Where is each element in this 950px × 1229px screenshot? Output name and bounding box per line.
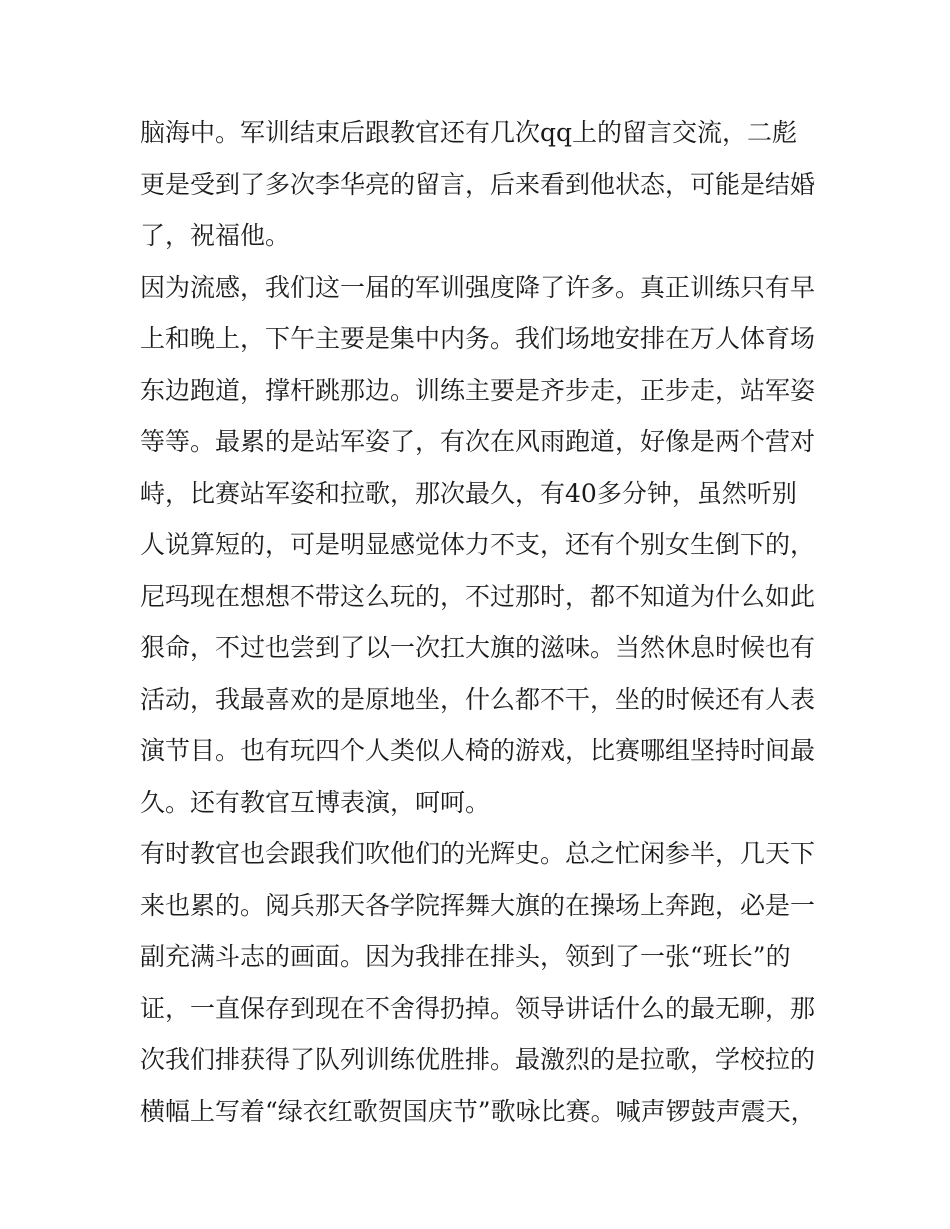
text-line: 等等。最累的是站军姿了，有次在风雨跑道，好像是两个营对 [140, 427, 816, 456]
text-line: 因为流感，我们这一届的军训强度降了许多。真正训练只有早 [140, 272, 816, 302]
body-text [140, 107, 820, 1137]
text-line: 了，祝福他。 [140, 221, 291, 250]
text-line: 狠命，不过也尝到了以一次扛大旗的滋味。当然休息时候也有 [140, 633, 816, 662]
text-line: 有时教官也会跟我们吹他们的光辉史。总之忙闲参半，几天下 [140, 839, 816, 868]
text-line: 东边跑道，撑杆跳那边。训练主要是齐步走，正步走，站军姿 [140, 375, 816, 405]
text-line: 久。还有教官互博表演，呵呵。 [140, 787, 491, 817]
text-line: 脑海中。军训结束后跟教官还有几次qq上的留言交流，二彪 [140, 118, 798, 147]
text-line: 峙，比赛站军姿和拉歌，那次最久，有40多分钟，虽然听别 [140, 478, 797, 508]
text-line: 副充满斗志的画面。因为我排在排头，领到了一张“班长”的 [140, 942, 791, 971]
text-line: 来也累的。阅兵那天各学院挥舞大旗的在操场上奔跑，必是一 [140, 890, 816, 920]
text-line: 活动，我最喜欢的是原地坐，什么都不干，坐的时候还有人表 [140, 684, 816, 714]
text-line: 次我们排获得了队列训练优胜排。最激烈的是拉歌，学校拉的 [140, 1045, 816, 1074]
text-line: 证，一直保存到现在不舍得扔掉。领导讲话什么的最无聊，那 [140, 993, 816, 1023]
text-line: 上和晚上，下午主要是集中内务。我们场地安排在万人体育场 [140, 324, 816, 353]
text-line: 更是受到了多次李华亮的留言，后来看到他状态，可能是结婚 [140, 169, 816, 199]
text-line: 演节目。也有玩四个人类似人椅的游戏，比赛哪组坚持时间最 [140, 736, 816, 765]
text-line: 横幅上写着“绿衣红歌贺国庆节”歌咏比赛。喊声锣鼓声震天， [140, 1096, 816, 1126]
text-line: 尼玛现在想想不带这么玩的，不过那时，都不知道为什么如此 [140, 581, 816, 611]
text-line: 人说算短的，可是明显感觉体力不支，还有个别女生倒下的， [140, 530, 816, 559]
